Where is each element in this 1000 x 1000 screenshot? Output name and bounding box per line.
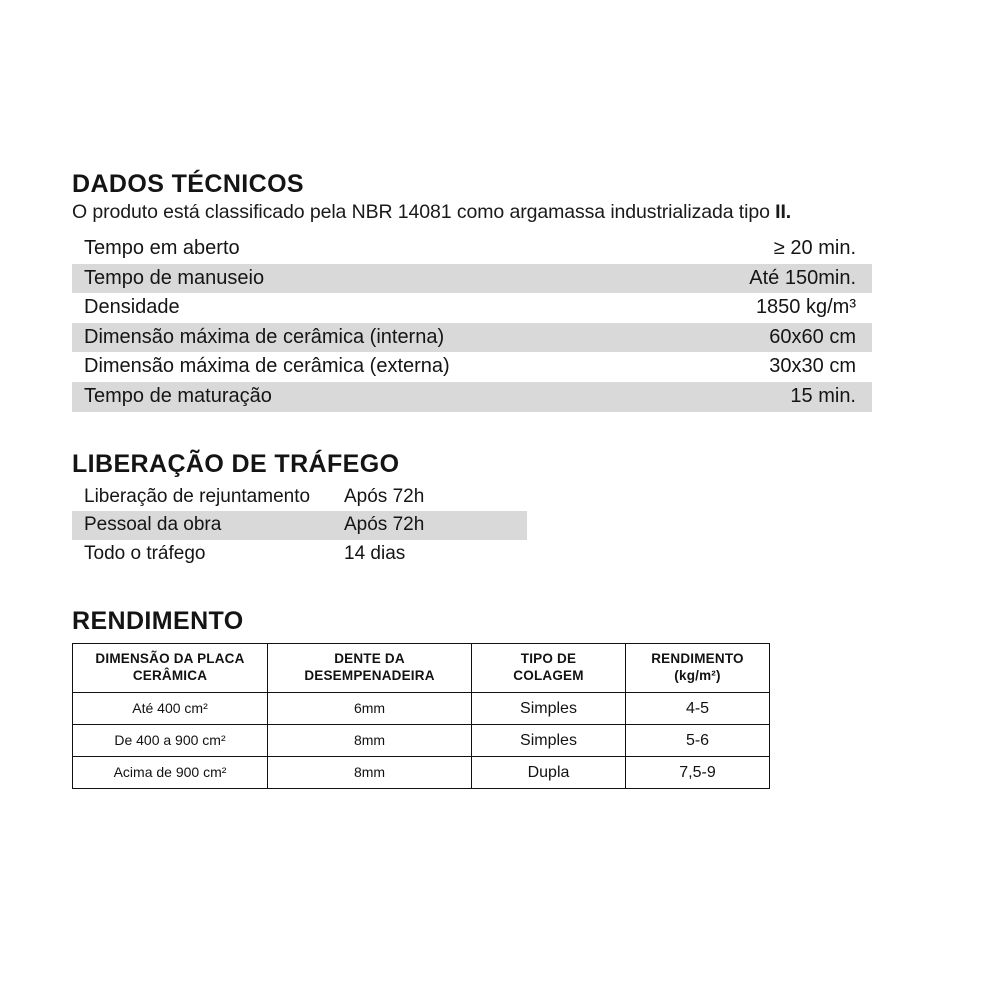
table-row bbox=[72, 511, 527, 540]
yield-section bbox=[72, 607, 1000, 789]
table-row bbox=[72, 293, 872, 323]
technical-intro-type: II. bbox=[775, 201, 792, 223]
cell-glue: Simples bbox=[472, 692, 626, 724]
cell-yield: 4-5 bbox=[626, 692, 770, 724]
spec-value: ≥ 20 min. bbox=[472, 234, 872, 264]
yield-table bbox=[72, 643, 770, 789]
table-row bbox=[72, 483, 527, 512]
column-header-dimension bbox=[73, 643, 268, 692]
technical-intro-prefix: O produto está classificado pela NBR 14081 como argamassa industrializada tipo bbox=[72, 201, 776, 223]
cell-yield: 7,5-9 bbox=[626, 757, 770, 789]
table-row bbox=[73, 757, 770, 789]
cell-dimension: De 400 a 900 cm² bbox=[73, 724, 268, 756]
spec-label: Densidade bbox=[72, 293, 472, 323]
cell-tooth: 6mm bbox=[268, 692, 472, 724]
traffic-value: Após 72h bbox=[332, 511, 527, 540]
cell-dimension: Até 400 cm² bbox=[73, 692, 268, 724]
traffic-label: Pessoal da obra bbox=[72, 511, 332, 540]
header-line: DENTE DA bbox=[334, 650, 405, 666]
cell-glue: Simples bbox=[472, 724, 626, 756]
spec-label: Dimensão máxima de cerâmica (externa) bbox=[72, 352, 472, 382]
cell-glue: Dupla bbox=[472, 757, 626, 789]
technical-data-heading: DADOS TÉCNICOS bbox=[72, 170, 305, 198]
cell-tooth: 8mm bbox=[268, 757, 472, 789]
table-row bbox=[72, 540, 527, 569]
traffic-label: Liberação de rejuntamento bbox=[72, 483, 332, 512]
spec-value: Até 150min. bbox=[472, 264, 872, 294]
cell-tooth: 8mm bbox=[268, 724, 472, 756]
spec-label: Tempo de maturação bbox=[72, 382, 472, 412]
cell-dimension: Acima de 900 cm² bbox=[73, 757, 268, 789]
header-line: DESEMPENADEIRA bbox=[304, 667, 435, 683]
cell-yield: 5-6 bbox=[626, 724, 770, 756]
header-line: DIMENSÃO DA PLACA bbox=[95, 650, 245, 666]
technical-intro-text bbox=[72, 201, 1000, 224]
header-line: CERÂMICA bbox=[132, 667, 208, 683]
technical-data-table bbox=[72, 234, 872, 412]
table-row bbox=[72, 234, 872, 264]
spec-label: Dimensão máxima de cerâmica (interna) bbox=[72, 323, 472, 353]
traffic-release-table bbox=[72, 483, 527, 569]
header-line: COLAGEM bbox=[513, 667, 584, 683]
column-header-tooth bbox=[268, 643, 472, 692]
spec-value: 15 min. bbox=[472, 382, 872, 412]
traffic-label: Todo o tráfego bbox=[72, 540, 332, 569]
traffic-value: 14 dias bbox=[332, 540, 527, 569]
spec-value: 30x30 cm bbox=[472, 352, 872, 382]
table-row bbox=[72, 264, 872, 294]
table-row bbox=[72, 382, 872, 412]
header-line: (kg/m²) bbox=[674, 667, 721, 683]
spec-label: Tempo de manuseio bbox=[72, 264, 472, 294]
table-row bbox=[72, 352, 872, 382]
spec-value: 60x60 cm bbox=[472, 323, 872, 353]
header-line: RENDIMENTO bbox=[651, 650, 744, 666]
traffic-release-heading: LIBERAÇÃO DE TRÁFEGO bbox=[72, 449, 400, 478]
spec-value: 1850 kg/m³ bbox=[472, 293, 872, 323]
header-line: TIPO DE bbox=[520, 650, 577, 666]
table-row bbox=[72, 323, 872, 353]
traffic-release-section bbox=[72, 450, 1000, 569]
table-row bbox=[73, 724, 770, 756]
column-header-yield bbox=[626, 643, 770, 692]
table-row bbox=[73, 692, 770, 724]
spec-label: Tempo em aberto bbox=[72, 234, 472, 264]
column-header-glue-type bbox=[472, 643, 626, 692]
yield-heading: RENDIMENTO bbox=[72, 606, 244, 635]
technical-data-section bbox=[72, 170, 1000, 412]
table-header-row bbox=[73, 643, 770, 692]
traffic-value: Após 72h bbox=[332, 483, 527, 512]
